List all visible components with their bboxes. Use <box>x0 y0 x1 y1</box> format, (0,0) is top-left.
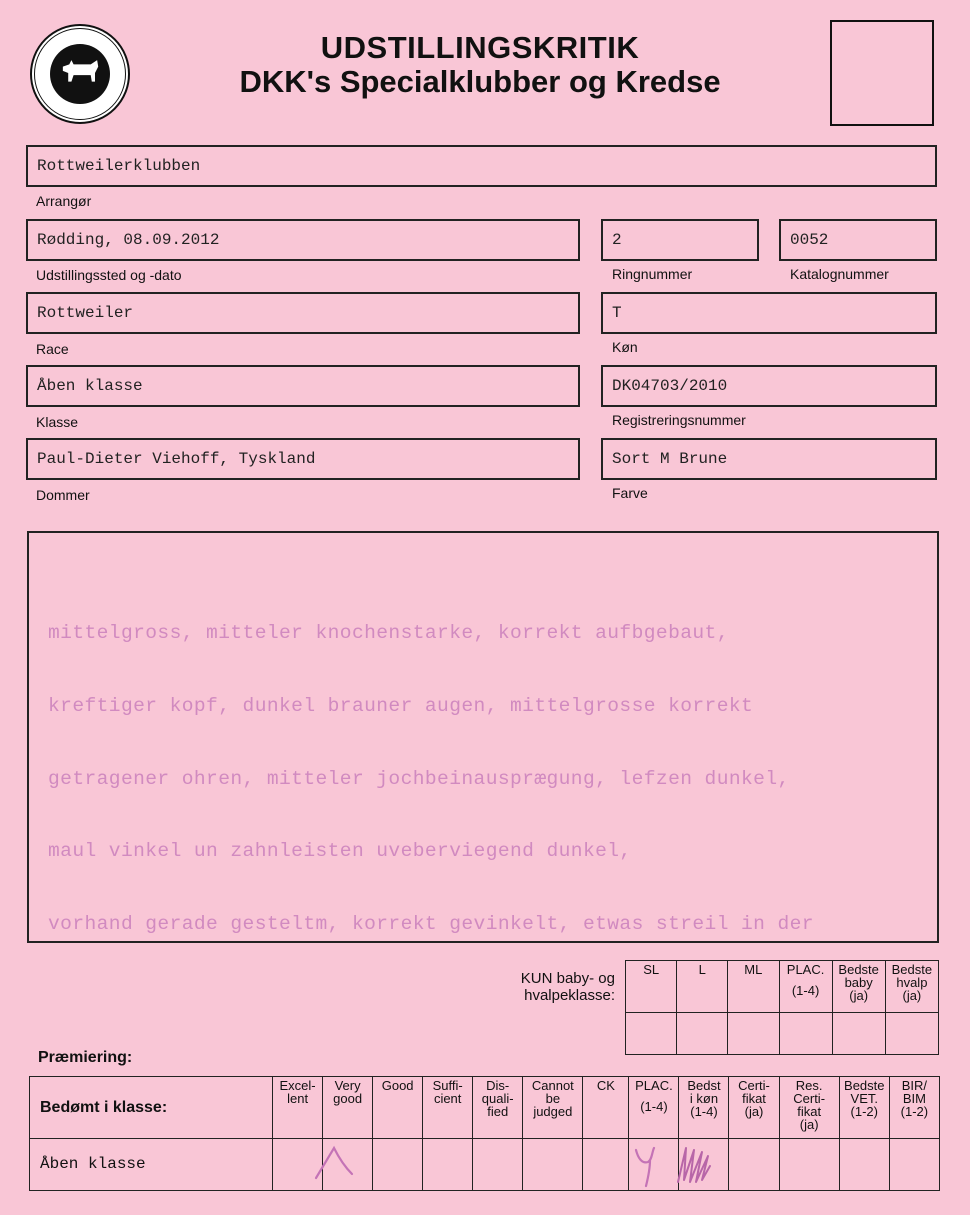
critique-line: getragener ohren, mitteler jochbeinausprægung, lefzen dunkel, <box>48 767 790 790</box>
col-certifikat: Certi- fikat (ja) <box>729 1077 779 1139</box>
cell-res-certifikat[interactable] <box>779 1139 839 1191</box>
puppy-cell[interactable] <box>885 1013 938 1055</box>
puppy-col-plac: PLAC. (1-4) <box>779 961 832 1013</box>
ringnummer-label: Ringnummer <box>612 266 693 282</box>
critique-text <box>48 573 826 943</box>
puppy-cell[interactable] <box>677 1013 728 1055</box>
sted-dato-label: Udstillingssted og -dato <box>36 267 182 283</box>
col-good: Good <box>373 1077 423 1139</box>
puppy-col-ml: ML <box>728 961 780 1013</box>
puppy-col-bedste-baby: Bedste baby (ja) <box>832 961 885 1013</box>
puppy-cell[interactable] <box>728 1013 780 1055</box>
col-excellent: Excel- lent <box>273 1077 323 1139</box>
col-res-certifikat: Res. Certi- fikat (ja) <box>779 1077 839 1139</box>
puppy-col-bedste-hvalp: Bedste hvalp (ja) <box>885 961 938 1013</box>
cell-good[interactable] <box>373 1139 423 1191</box>
page-subtitle: DKK's Specialklubber og Kredse <box>239 64 721 99</box>
puppy-col-l: L <box>677 961 728 1013</box>
cell-bedste-vet[interactable] <box>839 1139 889 1191</box>
klasse-label: Klasse <box>36 414 79 430</box>
dommer-field[interactable]: Paul-Dieter Viehoff, Tyskland <box>26 438 580 480</box>
bedomt-header: Bedømt i klasse: <box>30 1077 273 1139</box>
page-title: UDSTILLINGSKRITIK <box>320 30 640 65</box>
cell-bir-bim[interactable] <box>889 1139 939 1191</box>
puppy-header-row <box>626 961 939 1013</box>
arrangor-label: Arrangør <box>36 193 92 209</box>
race-field[interactable]: Rottweiler <box>26 292 580 334</box>
cell-certifikat[interactable] <box>729 1139 779 1191</box>
critique-line: kreftiger kopf, dunkel brauner augen, mittelgrosse korrekt <box>48 695 754 718</box>
critique-line: maul vinkel un zahnleisten uveberviegend dunkel, <box>48 840 632 863</box>
logo-center <box>50 44 110 104</box>
ringnummer-field[interactable]: 2 <box>601 219 759 261</box>
kon-label: Køn <box>612 339 638 355</box>
very-good-check-mark <box>312 1140 358 1184</box>
col-sufficient: Suffi- cient <box>423 1077 473 1139</box>
puppy-cell[interactable] <box>779 1013 832 1055</box>
col-ck: CK <box>583 1077 629 1139</box>
col-very-good: Very good <box>323 1077 373 1139</box>
critique-line: mittelgross, mitteler knochenstarke, korrekt aufbgebaut, <box>48 622 729 645</box>
bedomt-klasse-value: Åben klasse <box>30 1139 273 1191</box>
cell-cannot-be-judged[interactable] <box>523 1139 583 1191</box>
klasse-field[interactable]: Åben klasse <box>26 365 580 407</box>
premiering-title: Præmiering: <box>38 1049 133 1066</box>
premiering-table <box>29 1076 940 1191</box>
race-label: Race <box>36 341 69 357</box>
svg-text:DANSK KENNEL KLUB: DANSK KENNEL KLUB <box>38 31 122 71</box>
critique-line: vorhand gerade gesteltm, korrekt gevinkelt, etwas streil in der <box>48 912 814 935</box>
svg-text:FOR HUNDEEJERE: FOR HUNDEEJERE <box>47 90 113 115</box>
registreringsnummer-field[interactable]: DK04703/2010 <box>601 365 937 407</box>
cell-ck[interactable] <box>583 1139 629 1191</box>
puppy-label-line: hvalpeklasse: <box>524 987 615 1004</box>
critique-box[interactable] <box>27 531 939 943</box>
kon-field[interactable]: T <box>601 292 937 334</box>
col-disqualified: Dis- quali- fied <box>473 1077 523 1139</box>
cell-sufficient[interactable] <box>423 1139 473 1191</box>
dommer-label: Dommer <box>36 487 90 503</box>
col-bedst-i-kon: Bedst i køn (1-4) <box>679 1077 729 1139</box>
puppy-class-label <box>470 970 615 1004</box>
katalognummer-field[interactable]: 0052 <box>779 219 937 261</box>
photo-box <box>830 20 934 126</box>
col-bedste-vet: Bedste VET. (1-2) <box>839 1077 889 1139</box>
farve-field[interactable]: Sort M Brune <box>601 438 937 480</box>
dkk-logo <box>30 24 130 124</box>
puppy-cell[interactable] <box>832 1013 885 1055</box>
premiering-header-row <box>30 1077 940 1139</box>
col-bir-bim: BIR/ BIM (1-2) <box>889 1077 939 1139</box>
sted-dato-field[interactable]: Rødding, 08.09.2012 <box>26 219 580 261</box>
registreringsnummer-label: Registreringsnummer <box>612 412 746 428</box>
scottie-dog-icon <box>58 58 102 88</box>
puppy-class-table <box>625 960 939 1055</box>
arrangor-field[interactable]: Rottweilerklubben <box>26 145 937 187</box>
col-cannot-be-judged: Cannot be judged <box>523 1077 583 1139</box>
farve-label: Farve <box>612 485 648 501</box>
puppy-value-row <box>626 1013 939 1055</box>
katalognummer-label: Katalognummer <box>790 266 889 282</box>
cell-disqualified[interactable] <box>473 1139 523 1191</box>
puppy-col-sl: SL <box>626 961 677 1013</box>
col-plac: PLAC. (1-4) <box>629 1077 679 1139</box>
premiering-value-row <box>30 1139 940 1191</box>
bedst-i-kon-scribble-mark <box>672 1142 716 1188</box>
puppy-cell[interactable] <box>626 1013 677 1055</box>
puppy-label-line: KUN baby- og <box>520 970 615 987</box>
plac-handwritten-mark <box>630 1142 664 1190</box>
